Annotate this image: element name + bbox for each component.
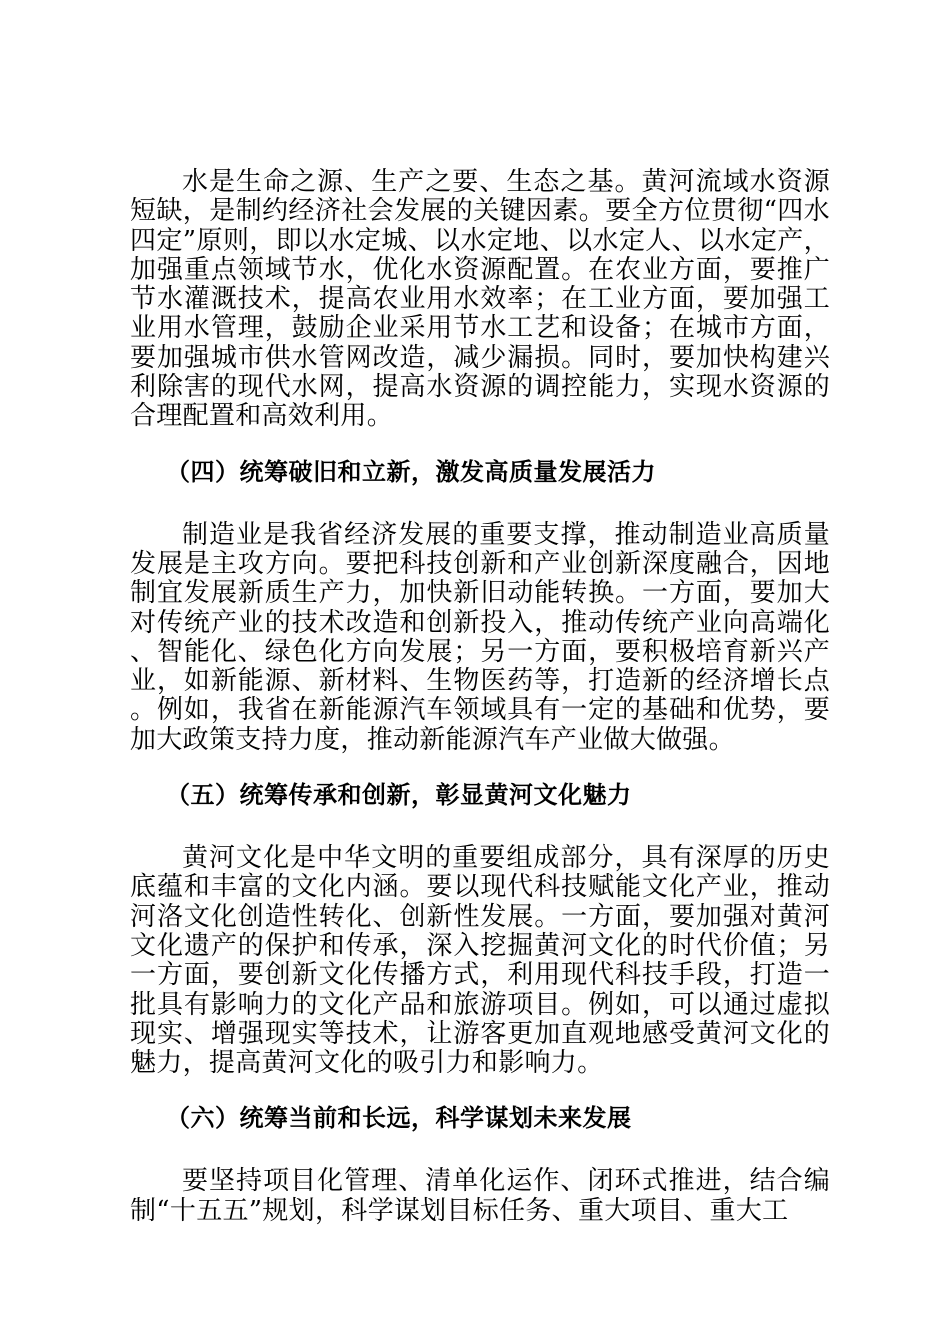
section-heading-4: （四）统筹破旧和立新，激发高质量发展活力 — [166, 457, 656, 486]
spacer — [130, 810, 830, 844]
paragraph-future-planning: 要坚持项目化管理、清单化运作、闭环式推进，结合编制“十五五”规划，科学谋划目标任务、重大项目、重大工 — [130, 1166, 830, 1226]
paragraph-yellow-river-culture: 黄河文化是中华文明的重要组成部分，具有深厚的历史底蕴和丰富的文化内涵。要以现代科技赋能文化产业，推动河洛文化创造性转化、创新性发展。一方面，要加强对黄河文化遗产的保护和传承，深入挖掘黄河文化的时代价值；另一方面，要创新文化传播方式，利用现代科技手段，打造一批具有影响力的文化产品和旅游项目。例如，可以通过虚拟现实、增强现实等技术，让游客更加直观地感受黄河文化的魅力，提高黄河文化的吸引力和影响力。 — [130, 843, 830, 1079]
spacer — [130, 1078, 830, 1104]
document-body — [130, 168, 830, 1226]
spacer — [130, 755, 830, 781]
spacer — [130, 487, 830, 521]
spacer — [130, 432, 830, 458]
section-heading-6: （六）统筹当前和长远，科学谋划未来发展 — [166, 1104, 632, 1133]
paragraph-water-resources: 水是生命之源、生产之要、生态之基。黄河流域水资源短缺，是制约经济社会发展的关键因素。要全方位贯彻“四水四定”原则，即以水定城、以水定地、以水定人、以水定产，加强重点领域节水，优化水资源配置。在农业方面，要推广节水灌溉技术，提高农业用水效率；在工业方面，要加强工业用水管理，鼓励企业采用节水工艺和设备；在城市方面，要加强城市供水管网改造，减少漏损。同时，要加快构建兴利除害的现代水网，提高水资源的调控能力，实现水资源的合理配置和高效利用。 — [130, 167, 830, 432]
paragraph-manufacturing: 制造业是我省经济发展的重要支撑，推动制造业高质量发展是主攻方向。要把科技创新和产业创新深度融合，因地制宜发展新质生产力，加快新旧动能转换。一方面，要加大对传统产业的技术改造和创新投入，推动传统产业向高端化、智能化、绿色化方向发展；另一方面，要积极培育新兴产业，如新能源、新材料、生物医药等，打造新的经济增长点。例如，我省在新能源汽车领域具有一定的基础和优势，要加大政策支持力度，推动新能源汽车产业做大做强。 — [130, 519, 830, 755]
spacer — [130, 1133, 830, 1167]
section-heading-5: （五）统筹传承和创新，彰显黄河文化魅力 — [166, 781, 632, 810]
